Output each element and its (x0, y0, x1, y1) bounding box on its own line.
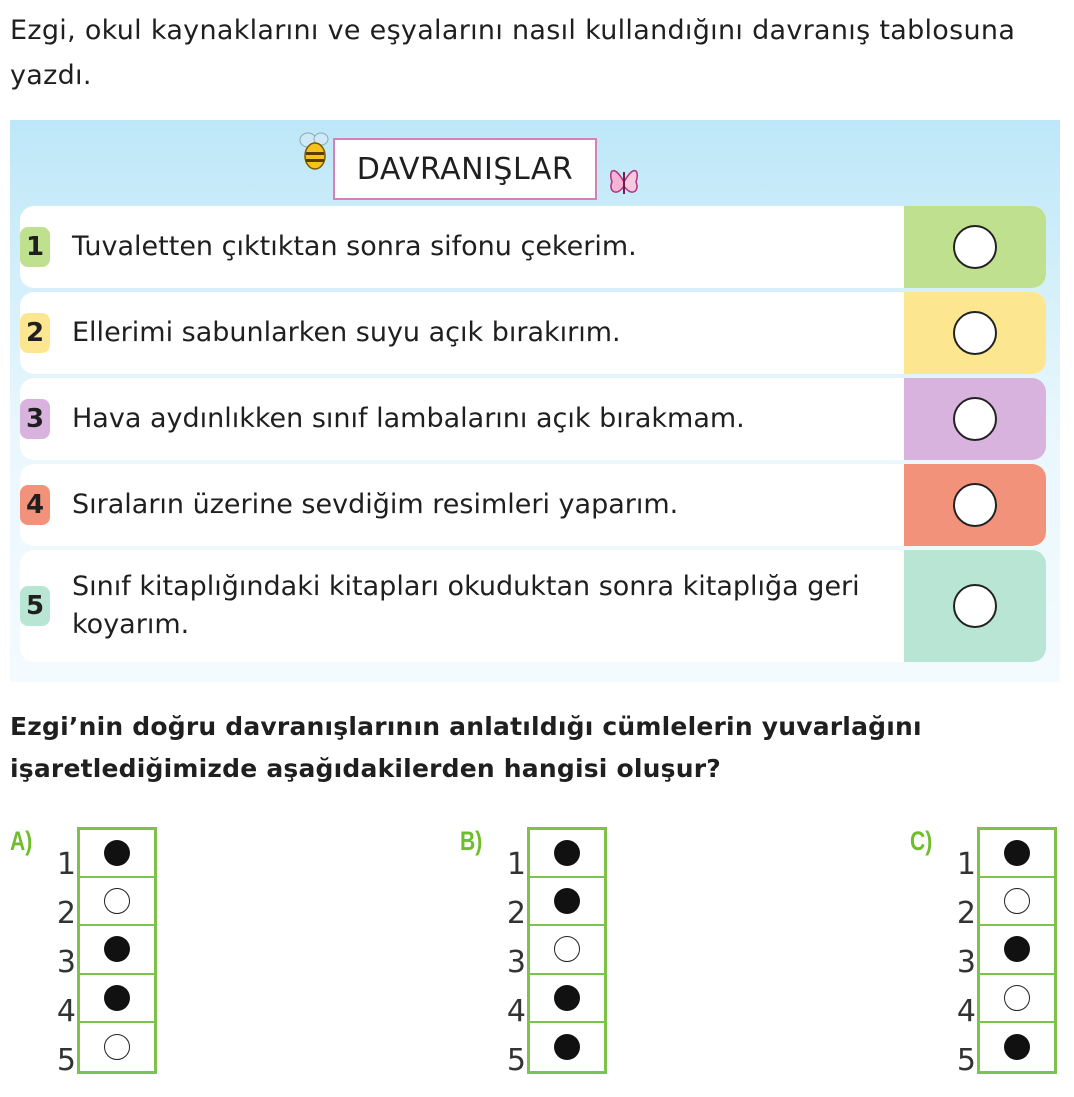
row-text: Ellerimi sabunlarken suyu açık bırakırım. (72, 317, 621, 348)
answer-circle[interactable] (953, 225, 997, 269)
row-number: 5 (20, 586, 50, 626)
option-b[interactable] (460, 820, 660, 1080)
grid-cell (80, 975, 154, 1023)
empty-circle-icon (554, 936, 580, 962)
option-number: 2 (956, 896, 976, 931)
row-number: 4 (20, 485, 50, 525)
answer-circle[interactable] (953, 483, 997, 527)
grid-cell (530, 926, 604, 974)
answer-circle[interactable] (953, 311, 997, 355)
grid-cell (980, 926, 1054, 974)
bee-icon (298, 130, 332, 174)
answer-circle[interactable] (953, 584, 997, 628)
filled-circle-icon (554, 1034, 580, 1060)
behavior-row-3 (20, 378, 1046, 460)
option-numbers (46, 840, 76, 1085)
grid-cell (80, 878, 154, 926)
option-number: 1 (56, 847, 76, 882)
empty-circle-icon (104, 1034, 130, 1060)
behavior-row-1 (20, 206, 1046, 288)
filled-circle-icon (104, 840, 130, 866)
row-number: 2 (20, 313, 50, 353)
filled-circle-icon (104, 985, 130, 1011)
option-grid (527, 827, 607, 1074)
option-number: 1 (956, 847, 976, 882)
option-number: 5 (506, 1043, 526, 1078)
option-number: 2 (506, 896, 526, 931)
grid-cell (530, 1023, 604, 1071)
option-label: B) (460, 826, 483, 856)
option-number: 4 (956, 994, 976, 1029)
row-text: Sınıf kitaplığındaki kitapları okuduktan sonra kitaplığa geri koyarım. (72, 571, 860, 640)
behavior-rows (20, 206, 1046, 666)
option-number: 3 (506, 945, 526, 980)
option-number: 3 (56, 945, 76, 980)
filled-circle-icon (1004, 1034, 1030, 1060)
behavior-table (10, 120, 1060, 682)
option-grid (977, 827, 1057, 1074)
question-text: Ezgi’nin doğru davranışlarının anlatıldığı cümlelerin yuvarlağını işaretlediğimizde aşağıdakilerden hangisi oluşur? (10, 712, 922, 783)
filled-circle-icon (1004, 840, 1030, 866)
option-number: 4 (506, 994, 526, 1029)
option-label: A) (10, 826, 33, 856)
option-number: 4 (56, 994, 76, 1029)
option-label: C) (910, 826, 933, 856)
grid-cell (980, 830, 1054, 878)
table-title: DAVRANIŞLAR (333, 138, 597, 200)
filled-circle-icon (1004, 936, 1030, 962)
grid-cell (530, 975, 604, 1023)
empty-circle-icon (1004, 985, 1030, 1011)
filled-circle-icon (554, 840, 580, 866)
row-text: Hava aydınlıkken sınıf lambalarını açık bırakmam. (72, 403, 745, 434)
grid-cell (980, 878, 1054, 926)
option-number: 2 (56, 896, 76, 931)
behavior-row-4 (20, 464, 1046, 546)
option-number: 5 (956, 1043, 976, 1078)
row-text: Tuvaletten çıktıktan sonra sifonu çekerim. (72, 231, 637, 262)
empty-circle-icon (104, 888, 130, 914)
grid-cell (80, 926, 154, 974)
option-number: 1 (506, 847, 526, 882)
grid-cell (530, 878, 604, 926)
filled-circle-icon (104, 936, 130, 962)
row-number: 1 (20, 227, 50, 267)
option-c[interactable] (910, 820, 1074, 1080)
grid-cell (980, 1023, 1054, 1071)
grid-cell (80, 1023, 154, 1071)
behavior-row-5 (20, 550, 1046, 662)
answer-circle[interactable] (953, 397, 997, 441)
grid-cell (980, 975, 1054, 1023)
grid-cell (530, 830, 604, 878)
empty-circle-icon (1004, 888, 1030, 914)
intro-text: Ezgi, okul kaynaklarını ve eşyalarını nasıl kullandığını davranış tablosuna yazdı. (10, 15, 1016, 91)
option-grid (77, 827, 157, 1074)
option-number: 3 (956, 945, 976, 980)
butterfly-icon (606, 160, 642, 202)
behavior-row-2 (20, 292, 1046, 374)
row-number: 3 (20, 399, 50, 439)
row-text: Sıraların üzerine sevdiğim resimleri yaparım. (72, 489, 679, 520)
option-a[interactable] (10, 820, 210, 1080)
grid-cell (80, 830, 154, 878)
filled-circle-icon (554, 985, 580, 1011)
answer-cell (904, 206, 1046, 288)
option-number: 5 (56, 1043, 76, 1078)
option-numbers (496, 840, 526, 1085)
answer-cell (904, 292, 1046, 374)
answer-cell (904, 550, 1046, 662)
option-numbers (946, 840, 976, 1085)
filled-circle-icon (554, 888, 580, 914)
answer-cell (904, 378, 1046, 460)
answer-cell (904, 464, 1046, 546)
